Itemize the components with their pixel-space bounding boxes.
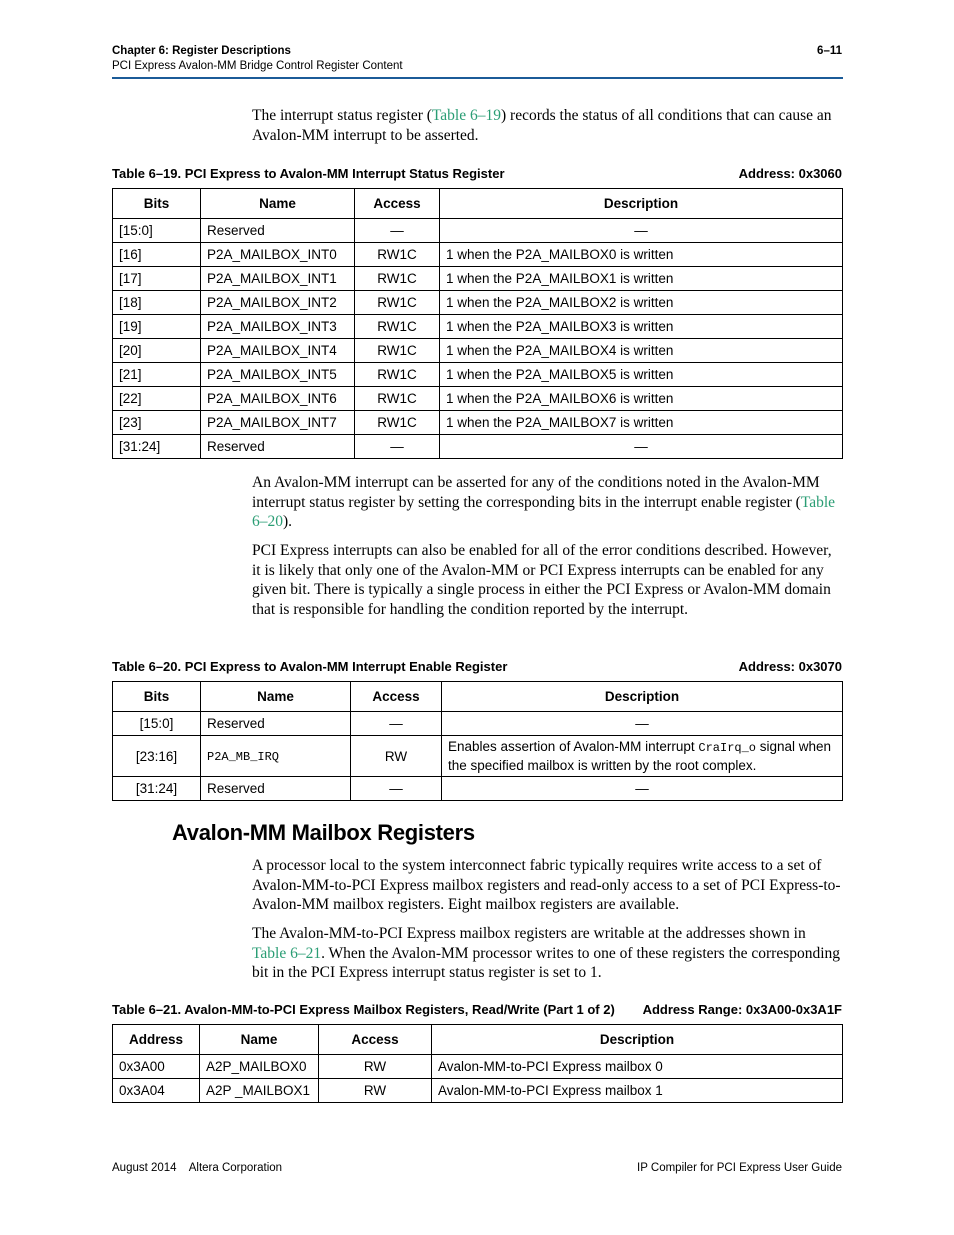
table-21-title: Table 6–21. Avalon-MM-to-PCI Express Mailbox Registers, Read/Write (Part 1 of 2) xyxy=(112,1002,615,1017)
column-header: Description xyxy=(432,1025,843,1055)
intro-text-after: ) records the status of all conditions that can cause an Avalon-MM interrupt to be asserted. xyxy=(252,107,832,144)
column-header: Bits xyxy=(113,189,201,219)
table-row xyxy=(113,243,843,267)
intro-text-before: The interrupt status register ( xyxy=(252,107,432,124)
access-cell: — xyxy=(355,435,440,459)
para5-text-before: The Avalon-MM-to-PCI Express mailbox registers are writable at the addresses shown in xyxy=(252,925,806,942)
table-20-address: Address: 0x3070 xyxy=(738,659,842,674)
bits-cell: [23] xyxy=(113,411,201,435)
description-cell: 1 when the P2A_MAILBOX2 is written xyxy=(440,291,843,315)
access-cell: RW1C xyxy=(355,339,440,363)
bits-cell: [15:0] xyxy=(113,219,201,243)
table-row xyxy=(113,363,843,387)
signal-name-code: CraIrq_o xyxy=(698,741,756,755)
table-6-19-link[interactable]: Table 6–19 xyxy=(431,107,501,124)
column-header: Description xyxy=(440,189,843,219)
access-cell: RW1C xyxy=(355,243,440,267)
bits-cell: [31:24] xyxy=(113,777,201,801)
access-cell: RW xyxy=(351,736,442,777)
table-row xyxy=(113,1055,843,1079)
table-row xyxy=(113,219,843,243)
name-cell: P2A_MAILBOX_INT0 xyxy=(201,243,355,267)
access-cell: RW1C xyxy=(355,363,440,387)
header-rule xyxy=(112,77,843,79)
bits-cell: [17] xyxy=(113,267,201,291)
name-cell: P2A_MAILBOX_INT3 xyxy=(201,315,355,339)
access-cell: RW xyxy=(319,1079,432,1103)
table-19-address: Address: 0x3060 xyxy=(738,166,842,181)
register-name-code: P2A_MB_IRQ xyxy=(207,750,280,764)
name-cell: Reserved xyxy=(201,435,355,459)
table-6-21-link[interactable]: Table 6–21 xyxy=(252,944,322,962)
description-cell: 1 when the P2A_MAILBOX0 is written xyxy=(440,243,843,267)
description-cell xyxy=(442,736,843,777)
description-cell: Avalon-MM-to-PCI Express mailbox 1 xyxy=(432,1079,843,1103)
access-cell: — xyxy=(351,777,442,801)
column-header: Access xyxy=(351,682,442,712)
chapter-title: Chapter 6: Register Descriptions xyxy=(112,45,291,57)
table-header-row xyxy=(113,682,843,712)
mailbox-registers-table xyxy=(112,1024,843,1103)
name-cell: P2A_MAILBOX_INT2 xyxy=(201,291,355,315)
description-cell: 1 when the P2A_MAILBOX7 is written xyxy=(440,411,843,435)
access-cell: RW1C xyxy=(355,387,440,411)
column-header: Bits xyxy=(113,682,201,712)
page-number: 6–11 xyxy=(817,45,842,57)
name-cell: P2A_MAILBOX_INT7 xyxy=(201,411,355,435)
table-header-row xyxy=(113,1025,843,1055)
para5-text-after: . When the Avalon-MM processor writes to one of these registers the corresponding bit in the PCI Express interrupt status register is set to 1. xyxy=(252,944,841,981)
column-header: Name xyxy=(201,189,355,219)
bits-cell: [19] xyxy=(113,315,201,339)
bits-cell: [22] xyxy=(113,387,201,411)
address-cell: 0x3A00 xyxy=(113,1055,200,1079)
name-cell: Reserved xyxy=(201,219,355,243)
table-row xyxy=(113,712,843,736)
bits-cell: [23:16] xyxy=(113,736,201,777)
section-heading: Avalon-MM Mailbox Registers xyxy=(172,820,475,845)
name-cell xyxy=(201,736,351,777)
table-row xyxy=(113,736,843,777)
description-cell: — xyxy=(440,219,843,243)
access-cell: — xyxy=(355,219,440,243)
bits-cell: [16] xyxy=(113,243,201,267)
name-cell: P2A_MAILBOX_INT6 xyxy=(201,387,355,411)
table-row xyxy=(113,435,843,459)
table-row xyxy=(113,411,843,435)
access-cell: RW1C xyxy=(355,267,440,291)
table-row xyxy=(113,339,843,363)
table-19-title: Table 6–19. PCI Express to Avalon-MM Interrupt Status Register xyxy=(112,166,505,181)
bits-cell: [18] xyxy=(113,291,201,315)
access-cell: RW1C xyxy=(355,315,440,339)
table-21-caption xyxy=(112,1002,842,1017)
description-cell: 1 when the P2A_MAILBOX3 is written xyxy=(440,315,843,339)
description-cell: 1 when the P2A_MAILBOX1 is written xyxy=(440,267,843,291)
table-19-caption xyxy=(112,166,842,181)
address-cell: 0x3A04 xyxy=(113,1079,200,1103)
table-20-caption xyxy=(112,659,842,674)
description-cell: 1 when the P2A_MAILBOX5 is written xyxy=(440,363,843,387)
access-cell: RW1C xyxy=(355,411,440,435)
table-row xyxy=(113,267,843,291)
table-6-20-link[interactable]: Table 6–20 xyxy=(252,493,836,530)
para2-text-before: An Avalon-MM interrupt can be asserted for any of the conditions noted in the Avalon-MM interrupt status register by setting the corresponding bits in the interrupt enable register ( xyxy=(252,474,820,511)
table-row xyxy=(113,1079,843,1103)
description-cell: 1 when the P2A_MAILBOX4 is written xyxy=(440,339,843,363)
table-21-address: Address Range: 0x3A00-0x3A1F xyxy=(642,1002,842,1017)
name-cell: A2P _MAILBOX1 xyxy=(200,1079,319,1103)
name-cell: Reserved xyxy=(201,777,351,801)
interrupt-enable-paragraph xyxy=(252,473,842,532)
page-header xyxy=(112,44,842,74)
bits-cell: [15:0] xyxy=(113,712,201,736)
bits-cell: [31:24] xyxy=(113,435,201,459)
bits-cell: [21] xyxy=(113,363,201,387)
description-cell: — xyxy=(440,435,843,459)
description-text: signal when the specified mailbox is written by the root complex. xyxy=(448,739,832,773)
name-cell: P2A_MAILBOX_INT4 xyxy=(201,339,355,363)
name-cell: P2A_MAILBOX_INT1 xyxy=(201,267,355,291)
access-cell: RW xyxy=(319,1055,432,1079)
mailbox-writable-paragraph xyxy=(252,924,842,983)
column-header: Access xyxy=(355,189,440,219)
footer-left: August 2014 Altera Corporation xyxy=(112,1162,283,1174)
column-header: Access xyxy=(319,1025,432,1055)
bits-cell: [20] xyxy=(113,339,201,363)
column-header: Name xyxy=(201,682,351,712)
interrupt-enable-table xyxy=(112,681,843,801)
description-cell: 1 when the P2A_MAILBOX6 is written xyxy=(440,387,843,411)
column-header: Address xyxy=(113,1025,200,1055)
description-text: Enables assertion of Avalon-MM interrupt xyxy=(448,739,699,754)
description-cell: — xyxy=(442,777,843,801)
column-header: Description xyxy=(442,682,843,712)
table-row xyxy=(113,315,843,339)
error-conditions-paragraph: PCI Express interrupts can also be enabled for all of the error conditions described. However, it is likely that only one of the Avalon-MM or PCI Express interrupts can be enabled for any given bit. There is typically a single process in either the PCI Express or Avalon-MM domain that is responsible for handling the condition reported by the interrupt. xyxy=(252,542,832,618)
column-header: Name xyxy=(200,1025,319,1055)
table-20-title: Table 6–20. PCI Express to Avalon-MM Interrupt Enable Register xyxy=(112,659,508,674)
access-cell: RW1C xyxy=(355,291,440,315)
table-row xyxy=(113,291,843,315)
name-cell: A2P_MAILBOX0 xyxy=(200,1055,319,1079)
page-footer xyxy=(112,1162,842,1174)
name-cell: Reserved xyxy=(201,712,351,736)
mailbox-intro-paragraph: A processor local to the system interconnect fabric typically requires write access to a set of Avalon-MM-to-PCI Express mailbox registers and read-only access to a set of PCI Express-to-Avalon-MM mailbox registers. Eight mailbox registers are available. xyxy=(252,857,841,913)
intro-paragraph xyxy=(252,106,842,145)
name-cell: P2A_MAILBOX_INT5 xyxy=(201,363,355,387)
interrupt-status-table xyxy=(112,188,843,459)
access-cell: — xyxy=(351,712,442,736)
description-cell: — xyxy=(442,712,843,736)
para2-text-after: ). xyxy=(283,513,293,530)
section-subtitle: PCI Express Avalon-MM Bridge Control Register Content xyxy=(112,60,403,72)
footer-right: IP Compiler for PCI Express User Guide xyxy=(637,1162,842,1174)
table-row xyxy=(113,777,843,801)
table-header-row xyxy=(113,189,843,219)
table-row xyxy=(113,387,843,411)
description-cell: Avalon-MM-to-PCI Express mailbox 0 xyxy=(432,1055,843,1079)
